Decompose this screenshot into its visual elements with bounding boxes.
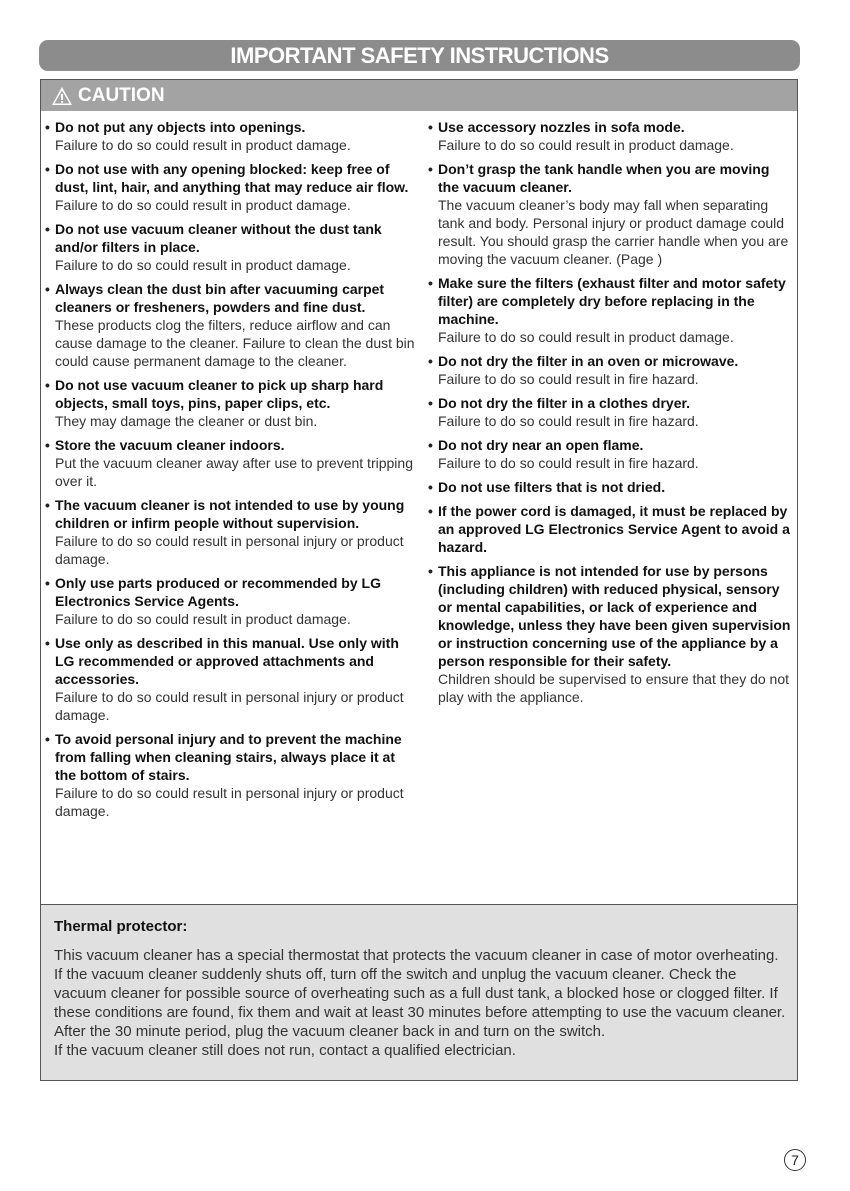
caution-item-body: The vacuum cleaner’s body may fall when separating tank and body. Personal injury or product damage could result. You should grasp the carrier handle when you are moving the vacuum cleaner. (Page ): [438, 197, 789, 267]
caution-item-body: Failure to do so could result in fire hazard.: [438, 455, 699, 471]
caution-item-title: Always clean the dust bin after vacuuming carpet cleaners or fresheners, powders and fine dust.: [55, 281, 385, 315]
bullet: •: [45, 161, 50, 177]
caution-item-title: Only use parts produced or recommended by LG Electronics Service Agents.: [55, 575, 381, 609]
bullet: •: [45, 635, 50, 651]
caution-item: [45, 634, 417, 724]
caution-item-title: To avoid personal injury and to prevent the machine from falling when cleaning stairs, always place it at the bottom of stairs.: [55, 731, 402, 783]
bullet: •: [45, 575, 50, 591]
bullet: •: [428, 479, 433, 495]
caution-item-title: Do not dry near an open flame.: [438, 437, 644, 453]
caution-item-title: Make sure the filters (exhaust filter and motor safety filter) are completely dry before replacing in the machine.: [438, 275, 786, 327]
caution-item-title: Do not use with any opening blocked: keep free of dust, lint, hair, and anything that may reduce air flow.: [55, 161, 409, 195]
caution-left-column: [45, 118, 417, 826]
caution-item-title: Store the vacuum cleaner indoors.: [55, 437, 285, 453]
caution-item: [428, 352, 793, 388]
caution-item: [428, 478, 793, 496]
caution-item-title: Do not use vacuum cleaner to pick up sharp hard objects, small toys, pins, paper clips, etc.: [55, 377, 384, 411]
bullet: •: [428, 437, 433, 453]
caution-label: CAUTION: [78, 84, 165, 106]
caution-item: [428, 394, 793, 430]
caution-item: [45, 118, 417, 154]
bullet: •: [428, 353, 433, 369]
caution-item: [428, 274, 793, 346]
caution-item: [428, 160, 793, 268]
bullet: •: [45, 497, 50, 513]
caution-item: [45, 730, 417, 820]
caution-item-body: Failure to do so could result in fire hazard.: [438, 371, 699, 387]
caution-item-title: Do not use filters that is not dried.: [438, 479, 666, 495]
thermal-last-line: If the vacuum cleaner still does not run, contact a qualified electrician.: [54, 1042, 516, 1059]
caution-item: [45, 376, 417, 430]
caution-item: [45, 220, 417, 274]
caution-header: [41, 80, 797, 111]
caution-item: [428, 562, 793, 706]
bullet: •: [45, 731, 50, 747]
page-number-text: 7: [791, 1152, 799, 1168]
caution-item-title: Do not use vacuum cleaner without the dust tank and/or filters in place.: [55, 221, 382, 255]
caution-item-body: Failure to do so could result in personal injury or product damage.: [55, 785, 404, 819]
caution-item: [428, 436, 793, 472]
bullet: •: [428, 275, 433, 291]
bullet: •: [428, 563, 433, 579]
caution-item: [45, 496, 417, 568]
caution-item: [45, 280, 417, 370]
caution-item-body: They may damage the cleaner or dust bin.: [55, 413, 318, 429]
caution-item-body: Put the vacuum cleaner away after use to prevent tripping over it.: [55, 455, 413, 489]
caution-item-body: Failure to do so could result in personal injury or product damage.: [55, 689, 404, 723]
bullet: •: [428, 161, 433, 177]
caution-item: [428, 502, 793, 556]
bullet: •: [45, 221, 50, 237]
bullet: •: [45, 119, 50, 135]
caution-item: [428, 118, 793, 154]
caution-item-title: The vacuum cleaner is not intended to use by young children or infirm people without supervision.: [55, 497, 405, 531]
thermal-protector-section: [41, 904, 797, 1080]
caution-item-body: Failure to do so could result in product damage.: [55, 197, 351, 213]
caution-item-title: If the power cord is damaged, it must be replaced by an approved LG Electronics Service Agent to avoid a hazard.: [438, 503, 790, 555]
bullet: •: [45, 281, 50, 297]
caution-item-title: Don’t grasp the tank handle when you are moving the vacuum cleaner.: [438, 161, 770, 195]
caution-item: [45, 574, 417, 628]
caution-item-body: Failure to do so could result in product damage.: [438, 329, 734, 345]
caution-item: [45, 160, 417, 214]
caution-box: [40, 79, 798, 1081]
page-number: [784, 1149, 806, 1171]
bullet: •: [428, 119, 433, 135]
caution-item-title: Do not put any objects into openings.: [55, 119, 306, 135]
bullet: •: [428, 503, 433, 519]
caution-item-title: This appliance is not intended for use by persons (including children) with reduced physical, sensory or mental capabilities, or lack of experience and knowledge, unless they have been given supervision or instruction concerning use of the appliance by a person responsible for their safety.: [438, 563, 791, 669]
caution-item-body: Failure to do so could result in product damage.: [55, 257, 351, 273]
caution-item-body: Failure to do so could result in product damage.: [55, 137, 351, 153]
warning-triangle-icon: [51, 86, 73, 106]
caution-item-body: Failure to do so could result in product damage.: [438, 137, 734, 153]
caution-item-title: Use only as described in this manual. Use only with LG recommended or approved attachments and accessories.: [55, 635, 399, 687]
caution-right-column: [428, 118, 793, 712]
page-title: IMPORTANT SAFETY INSTRUCTIONS: [230, 42, 609, 68]
caution-item-body: Failure to do so could result in fire hazard.: [438, 413, 699, 429]
caution-item-title: Use accessory nozzles in sofa mode.: [438, 119, 685, 135]
page-title-banner: [39, 40, 800, 71]
caution-item-body: Failure to do so could result in personal injury or product damage.: [55, 533, 404, 567]
bullet: •: [45, 437, 50, 453]
thermal-title: Thermal protector:: [54, 918, 188, 935]
caution-item-title: Do not dry the filter in an oven or microwave.: [438, 353, 739, 369]
thermal-body: This vacuum cleaner has a special thermostat that protects the vacuum cleaner in case of motor overheating. If the vacuum cleaner suddenly shuts off, turn off the switch and unplug the vacuum cleaner. Check the vacuum cleaner for possible source of overheating such as a full dust tank, a blocked hose or clogged filter. If these conditions are found, fix them and wait at least 30 minutes before attempting to use the vacuum cleaner. After the 30 minute period, plug the vacuum cleaner back in and turn on the switch.: [54, 947, 786, 1040]
caution-item-body: Failure to do so could result in product damage.: [55, 611, 351, 627]
caution-item: [45, 436, 417, 490]
caution-item-title: Do not dry the filter in a clothes dryer.: [438, 395, 691, 411]
caution-item-body: Children should be supervised to ensure that they do not play with the appliance.: [438, 671, 790, 705]
caution-item-body: These products clog the filters, reduce airflow and can cause damage to the cleaner. Failure to clean the dust bin could cause permanent damage to the cleaner.: [55, 317, 415, 369]
bullet: •: [45, 377, 50, 393]
bullet: •: [428, 395, 433, 411]
